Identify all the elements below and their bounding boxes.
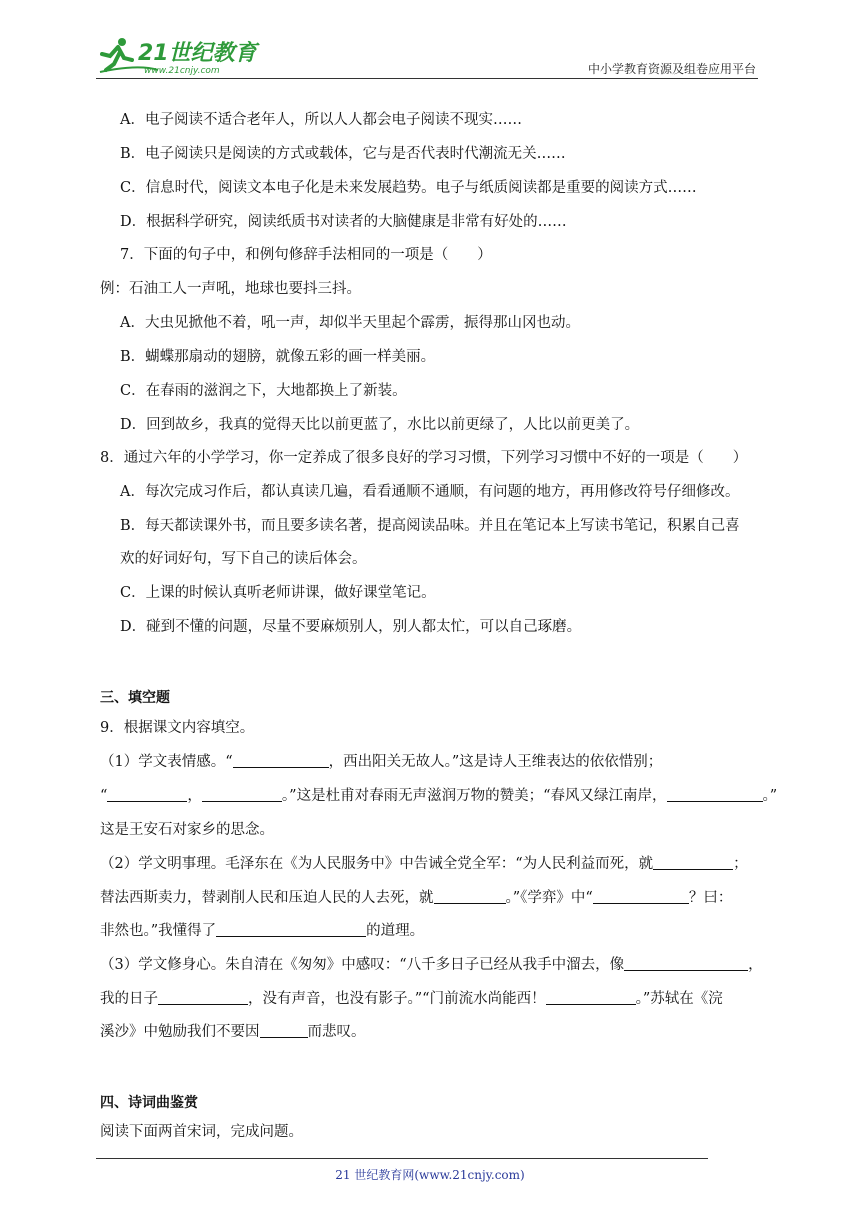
- q8-option-d: D．碰到不懂的问题，尽量不要麻烦别人，别人都太忙，可以自己琢磨。: [120, 619, 582, 635]
- q9-stem: 9．根据课文内容填空。: [100, 720, 255, 736]
- fill-blank[interactable]: [233, 753, 329, 768]
- q7-option-c: C．在春雨的滋润之下，大地都换上了新装。: [120, 383, 407, 399]
- fill-blank[interactable]: [260, 1023, 308, 1038]
- q8-option-b: B．每天都读课外书，而且要多读名著，提高阅读品味。并且在笔记本上写读书笔记，积累自己喜: [120, 518, 740, 534]
- q7-stem: 7．下面的句子中，和例句修辞手法相同的一项是（ ）: [120, 247, 492, 263]
- fill-blank[interactable]: [202, 787, 282, 802]
- q9-part1-line1: （1）学文表情感。“ ，西出阳关无故人。”这是诗人王维表达的依依惜别；: [100, 754, 663, 770]
- q9-part3-line3: 溪沙》中勉励我们不要因 而悲叹。: [100, 1024, 366, 1040]
- q9-part3-line1: （3）学文修身心。朱自清在《匆匆》中感叹：“八千多日子已经从我手中溜去，像 ，: [100, 957, 763, 973]
- fill-blank[interactable]: [107, 787, 187, 802]
- q8-option-a: A．每次完成习作后，都认真读几遍，看看通顺不通顺，有问题的地方，再用修改符号仔细修改。: [120, 484, 740, 500]
- page-header: [98, 34, 758, 78]
- platform-label: 中小学教育资源及组卷应用平台: [587, 62, 756, 76]
- fill-blank[interactable]: [653, 855, 733, 870]
- header-divider: [96, 78, 758, 79]
- q9-part1-line3: 这是王安石对家乡的思念。: [100, 822, 274, 838]
- q7-option-b: B．蝴蝶那扇动的翅膀，就像五彩的画一样美丽。: [120, 349, 436, 365]
- q7-option-a: A．大虫见掀他不着，吼一声，却似半天里起个霹雳，振得那山冈也动。: [120, 315, 580, 331]
- logo-url: www.21cnjy.com: [144, 66, 220, 76]
- fill-blank[interactable]: [624, 956, 748, 971]
- fill-blank[interactable]: [434, 889, 506, 904]
- footer-divider: [96, 1158, 708, 1159]
- fill-blank[interactable]: [667, 787, 763, 802]
- q9-part2-line2: 替法西斯卖力，替剥削人民和压迫人民的人去死，就 。”《学弈》中“ ？曰：: [100, 890, 733, 906]
- section4-intro: 阅读下面两首宋词，完成问题。: [100, 1124, 303, 1140]
- fill-blank[interactable]: [593, 889, 689, 904]
- site-logo: [98, 34, 268, 78]
- q8-option-b-cont: 欢的好词好句，写下自己的读后体会。: [120, 551, 367, 567]
- fill-blank[interactable]: [216, 922, 366, 937]
- fill-blank[interactable]: [546, 990, 636, 1005]
- q7-option-d: D．回到故乡，我真的觉得天比以前更蓝了，水比以前更绿了，人比以前更美了。: [120, 417, 640, 433]
- q9-part3-line2: 我的日子 ，没有声音，也没有影子。”“门前流水尚能西！ 。”苏轼在《浣: [100, 991, 723, 1007]
- section3-title: 三、填空题: [100, 690, 170, 706]
- section4-title: 四、诗词曲鉴赏: [100, 1095, 198, 1111]
- q8-stem: 8．通过六年的小学学习，你一定养成了很多良好的学习习惯，下列学习习惯中不好的一项是（ ）: [100, 450, 748, 466]
- q6-option-c: C．信息时代，阅读文本电子化是未来发展趋势。电子与纸质阅读都是重要的阅读方式……: [120, 180, 697, 196]
- q9-part2-line1: （2）学文明事理。毛泽东在《为人民服务中》中告诫全党全军：“为人民利益而死，就 ；: [100, 856, 748, 872]
- q6-option-d: D．根据科学研究，阅读纸质书对读者的大脑健康是非常有好处的……: [120, 214, 567, 230]
- q8-option-c: C．上课的时候认真听老师讲课，做好课堂笔记。: [120, 585, 436, 601]
- logo-text: 21世纪教育: [138, 41, 257, 66]
- q9-part1-line2: “ ， 。”这是杜甫对春雨无声滋润万物的赞美；“春风又绿江南岸， 。”: [100, 788, 778, 804]
- runner-logo-icon: [98, 34, 268, 78]
- q9-part2-line3: 非然也。”我懂得了 的道理。: [100, 923, 425, 939]
- fill-blank[interactable]: [158, 990, 248, 1005]
- q6-option-b: B．电子阅读只是阅读的方式或载体，它与是否代表时代潮流无关……: [120, 146, 566, 162]
- q6-option-a: A．电子阅读不适合老年人，所以人人都会电子阅读不现实……: [120, 112, 522, 128]
- footer-text: 21 世纪教育网(www.21cnjy.com): [335, 1168, 525, 1182]
- q7-example: 例：石油工人一声吼，地球也要抖三抖。: [100, 281, 361, 297]
